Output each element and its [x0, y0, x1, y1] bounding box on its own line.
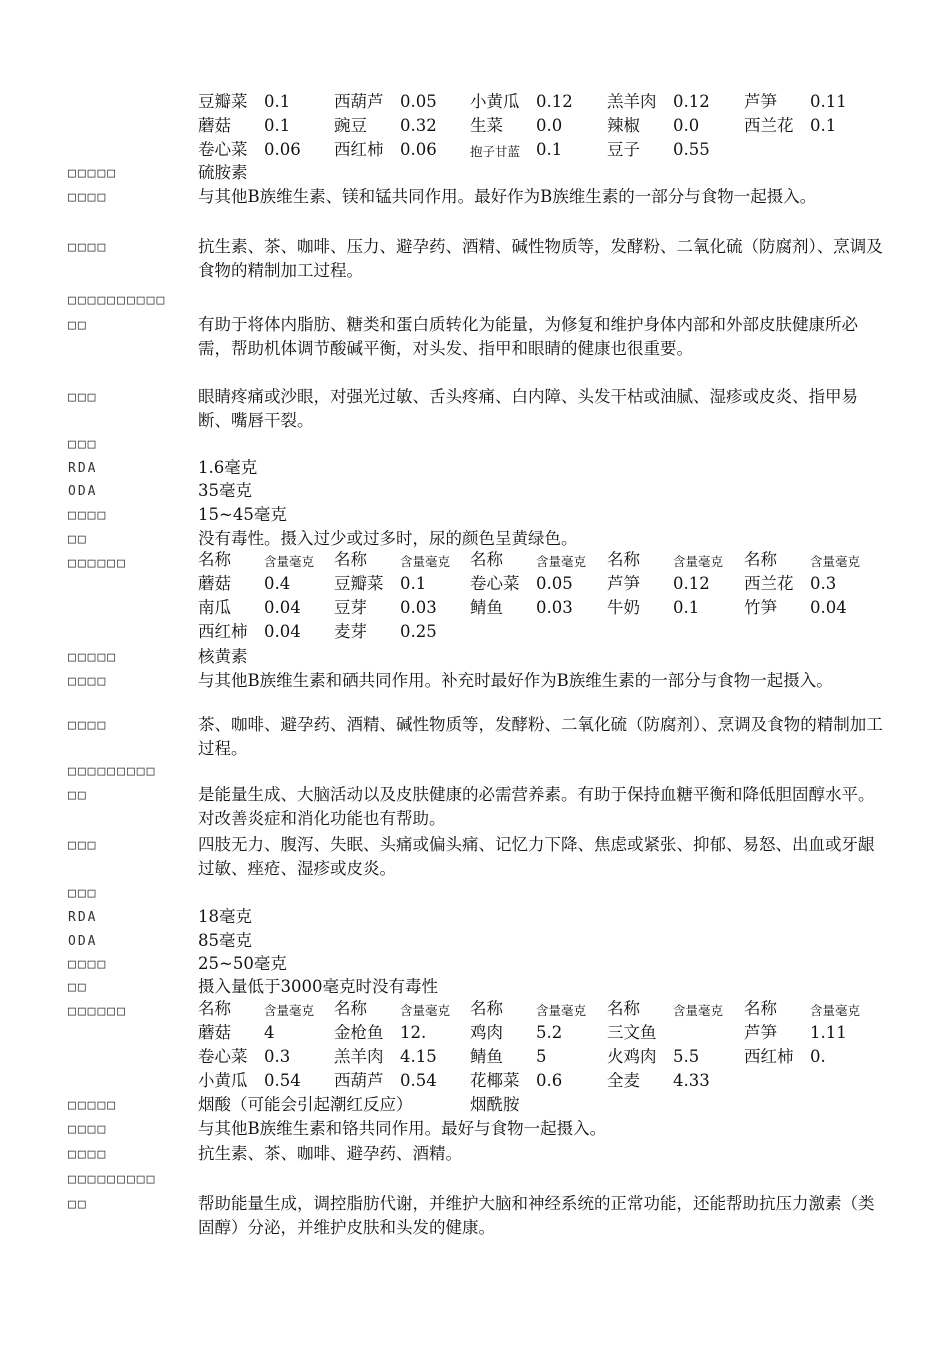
s1-coop: 与其他B族维生素、镁和锰共同作用。最好作为B族维生素的一部分与食物一起摄入。 [198, 187, 817, 206]
food-name: 蘑菇 [198, 574, 231, 593]
table-header-name: 名称 [334, 550, 367, 569]
table-header-amount: 含量毫克 [673, 1003, 724, 1018]
food-name: 抱子甘蓝 [470, 144, 521, 159]
s2-range-label: □□□□ [68, 957, 108, 972]
s2-coop-label: □□□□ [68, 674, 108, 689]
table-header-amount: 含量毫克 [264, 554, 315, 569]
food-name: 羔羊肉 [334, 1047, 384, 1066]
food-amount: 5.2 [536, 1023, 563, 1042]
table-header-name: 名称 [334, 999, 367, 1018]
food-name: 鲭鱼 [470, 598, 503, 617]
s1-anti-label: □□□□ [68, 240, 108, 255]
food-name: 鸡肉 [470, 1023, 503, 1042]
s2-oda: 85毫克 [198, 931, 252, 950]
table-header-name: 名称 [607, 550, 640, 569]
food-amount: 0.25 [400, 622, 437, 641]
food-amount: 4.15 [400, 1047, 437, 1066]
food-amount: 4 [264, 1023, 275, 1042]
table-header-amount: 含量毫克 [400, 1003, 451, 1018]
food-amount: 0.03 [400, 598, 437, 617]
food-name: 竹笋 [744, 598, 777, 617]
s2-name: 核黄素 [198, 647, 248, 666]
s2-func: 是能量生成、大脑活动以及皮肤健康的必需营养素。有助于保持血糖平衡和降低胆固醇水平。对改善炎症和消化功能也有帮助。 [198, 785, 875, 828]
food-amount: 0.1 [264, 116, 291, 135]
s2-header-label: □□□□□□□□□ [68, 764, 157, 779]
s2-rda: 18毫克 [198, 907, 252, 926]
s1-name-label: □□□□□ [68, 166, 118, 181]
food-amount: 0.04 [264, 598, 301, 617]
food-amount: 0.04 [810, 598, 847, 617]
food-amount: 0.1 [673, 598, 700, 617]
s2-tox: 摄入量低于3000毫克时没有毒性 [198, 977, 438, 996]
food-amount: 0.3 [264, 1047, 291, 1066]
food-amount: 0.1 [264, 92, 291, 111]
s1-func-label: □□ [68, 318, 88, 333]
food-name: 全麦 [607, 1071, 640, 1090]
s3-coop: 与其他B族维生素和铬共同作用。最好与食物一起摄入。 [198, 1119, 607, 1138]
food-name: 芦笋 [744, 1023, 777, 1042]
s1-rda: 1.6毫克 [198, 458, 258, 477]
food-name: 豌豆 [334, 116, 367, 135]
food-amount: 0.05 [536, 574, 573, 593]
food-amount: 0. [810, 1047, 826, 1066]
food-amount: 0.12 [536, 92, 573, 111]
s2-rda-label: RDA [68, 910, 98, 925]
table-header-amount: 含量毫克 [264, 1003, 315, 1018]
food-name: 芦笋 [607, 574, 640, 593]
food-name: 西兰花 [744, 116, 794, 135]
food-amount: 0.12 [673, 92, 710, 111]
food-amount: 0.6 [536, 1071, 563, 1090]
s2-oda-label: ODA [68, 934, 98, 949]
s3-anti: 抗生素、茶、咖啡、避孕药、酒精。 [198, 1144, 462, 1163]
food-name: 鲭鱼 [470, 1047, 503, 1066]
food-name: 豆瓣菜 [334, 574, 384, 593]
s1-anti: 抗生素、茶、咖啡、压力、避孕药、酒精、碱性物质等，发酵粉、二氧化硫（防腐剂）、烹调及食物的精制加工过程。 [198, 237, 883, 280]
food-amount: 0.0 [536, 116, 563, 135]
s1-tox-label: □□ [68, 532, 88, 547]
s1-def: 眼睛疼痛或沙眼，对强光过敏、舌头疼痛、白内障、头发干枯或油腻、湿疹或皮炎、指甲易断、嘴唇干裂。 [198, 387, 858, 430]
s1-tox: 没有毒性。摄入过少或过多时，尿的颜色呈黄绿色。 [198, 529, 578, 548]
s1-coop-label: □□□□ [68, 190, 108, 205]
food-name: 芦笋 [744, 92, 777, 111]
food-amount: 1.11 [810, 1023, 847, 1042]
s1-range-label: □□□□ [68, 508, 108, 523]
table-header-name: 名称 [470, 550, 503, 569]
s3-header-label: □□□□□□□□□ [68, 1172, 157, 1187]
food-name: 小黄瓜 [198, 1071, 248, 1090]
food-name: 卷心菜 [198, 1047, 248, 1066]
s2-func-label: □□ [68, 788, 88, 803]
food-name: 麦芽 [334, 622, 367, 641]
food-name: 金枪鱼 [334, 1023, 384, 1042]
s2-tox-label: □□ [68, 980, 88, 995]
food-amount: 0.32 [400, 116, 437, 135]
s1-dose-label: □□□ [68, 437, 98, 452]
food-amount: 12. [400, 1023, 427, 1042]
food-amount: 0.06 [400, 140, 437, 159]
food-name: 南瓜 [198, 598, 231, 617]
food-amount: 0.11 [810, 92, 847, 111]
s3-func: 帮助能量生成，调控脂肪代谢，并维护大脑和神经系统的正常功能，还能帮助抗压力激素（类固醇）分泌，并维护皮肤和头发的健康。 [198, 1194, 875, 1237]
s2-range: 25~50毫克 [198, 954, 287, 973]
food-name: 西葫芦 [334, 92, 384, 111]
s1-header-label: □□□□□□□□□□ [68, 293, 167, 308]
food-name: 小黄瓜 [470, 92, 520, 111]
food-name: 蘑菇 [198, 1023, 231, 1042]
food-name: 卷心菜 [470, 574, 520, 593]
food-amount: 0.54 [400, 1071, 437, 1090]
table-header-amount: 含量毫克 [810, 554, 861, 569]
food-name: 西红柿 [198, 622, 248, 641]
table-header-name: 名称 [470, 999, 503, 1018]
s2-def-label: □□□ [68, 838, 98, 853]
food-name: 西兰花 [744, 574, 794, 593]
food-amount: 0.4 [264, 574, 291, 593]
s2-src-label: □□□□□□ [68, 1004, 127, 1019]
food-amount: 0.1 [536, 140, 563, 159]
food-name: 牛奶 [607, 598, 640, 617]
food-name: 豆芽 [334, 598, 367, 617]
food-name: 辣椒 [607, 116, 640, 135]
s2-name-label: □□□□□ [68, 650, 118, 665]
s1-name: 硫胺素 [198, 163, 248, 182]
s2-coop: 与其他B族维生素和硒共同作用。补充时最好作为B族维生素的一部分与食物一起摄入。 [198, 671, 833, 690]
food-name: 火鸡肉 [607, 1047, 657, 1066]
s2-anti-label: □□□□ [68, 718, 108, 733]
s1-rda-label: RDA [68, 461, 98, 476]
food-amount: 0.1 [400, 574, 427, 593]
food-name: 三文鱼 [607, 1023, 657, 1042]
table-header-name: 名称 [198, 999, 231, 1018]
table-header-amount: 含量毫克 [810, 1003, 861, 1018]
food-name: 蘑菇 [198, 116, 231, 135]
s1-range: 15~45毫克 [198, 505, 287, 524]
food-amount: 5.5 [673, 1047, 700, 1066]
food-name: 生菜 [470, 116, 503, 135]
food-name: 羔羊肉 [607, 92, 657, 111]
food-amount: 5 [536, 1047, 547, 1066]
food-amount: 0.55 [673, 140, 710, 159]
table-header-name: 名称 [744, 999, 777, 1018]
table-header-name: 名称 [744, 550, 777, 569]
food-amount: 0.1 [810, 116, 837, 135]
s2-anti: 茶、咖啡、避孕药、酒精、碱性物质等，发酵粉、二氧化硫（防腐剂）、烹调及食物的精制加工过程。 [198, 715, 883, 758]
food-name: 豆子 [607, 140, 640, 159]
food-amount: 0.04 [264, 622, 301, 641]
s1-src-label: □□□□□□ [68, 556, 127, 571]
food-name: 花椰菜 [470, 1071, 520, 1090]
food-amount: 0.12 [673, 574, 710, 593]
s2-def: 四肢无力、腹泻、失眠、头痛或偏头痛、记忆力下降、焦虑或紧张、抑郁、易怒、出血或牙龈过敏、痤疮、湿疹或皮炎。 [198, 835, 875, 878]
food-amount: 0.06 [264, 140, 301, 159]
food-name: 西红柿 [744, 1047, 794, 1066]
s3-name-2: 烟酰胺 [470, 1095, 520, 1114]
table-header-amount: 含量毫克 [536, 1003, 587, 1018]
food-name: 西葫芦 [334, 1071, 384, 1090]
s3-anti-label: □□□□ [68, 1147, 108, 1162]
s1-oda: 35毫克 [198, 481, 252, 500]
food-amount: 0.0 [673, 116, 700, 135]
s3-coop-label: □□□□ [68, 1122, 108, 1137]
table-header-name: 名称 [198, 550, 231, 569]
food-amount: 0.05 [400, 92, 437, 111]
food-name: 豆瓣菜 [198, 92, 248, 111]
food-amount: 0.3 [810, 574, 837, 593]
food-amount: 4.33 [673, 1071, 710, 1090]
s2-dose-label: □□□ [68, 886, 98, 901]
s3-func-label: □□ [68, 1197, 88, 1212]
table-header-amount: 含量毫克 [536, 554, 587, 569]
s3-name-label: □□□□□ [68, 1098, 118, 1113]
s1-oda-label: ODA [68, 484, 98, 499]
food-name: 卷心菜 [198, 140, 248, 159]
table-header-amount: 含量毫克 [400, 554, 451, 569]
table-header-name: 名称 [607, 999, 640, 1018]
food-amount: 0.03 [536, 598, 573, 617]
table-header-amount: 含量毫克 [673, 554, 724, 569]
s1-def-label: □□□ [68, 390, 98, 405]
food-name: 西红柿 [334, 140, 384, 159]
s1-func: 有助于将体内脂肪、糖类和蛋白质转化为能量，为修复和维护身体内部和外部皮肤健康所必需，帮助机体调节酸碱平衡，对头发、指甲和眼睛的健康也很重要。 [198, 315, 858, 358]
s3-name: 烟酸（可能会引起潮红反应） [198, 1095, 413, 1114]
food-amount: 0.54 [264, 1071, 301, 1090]
